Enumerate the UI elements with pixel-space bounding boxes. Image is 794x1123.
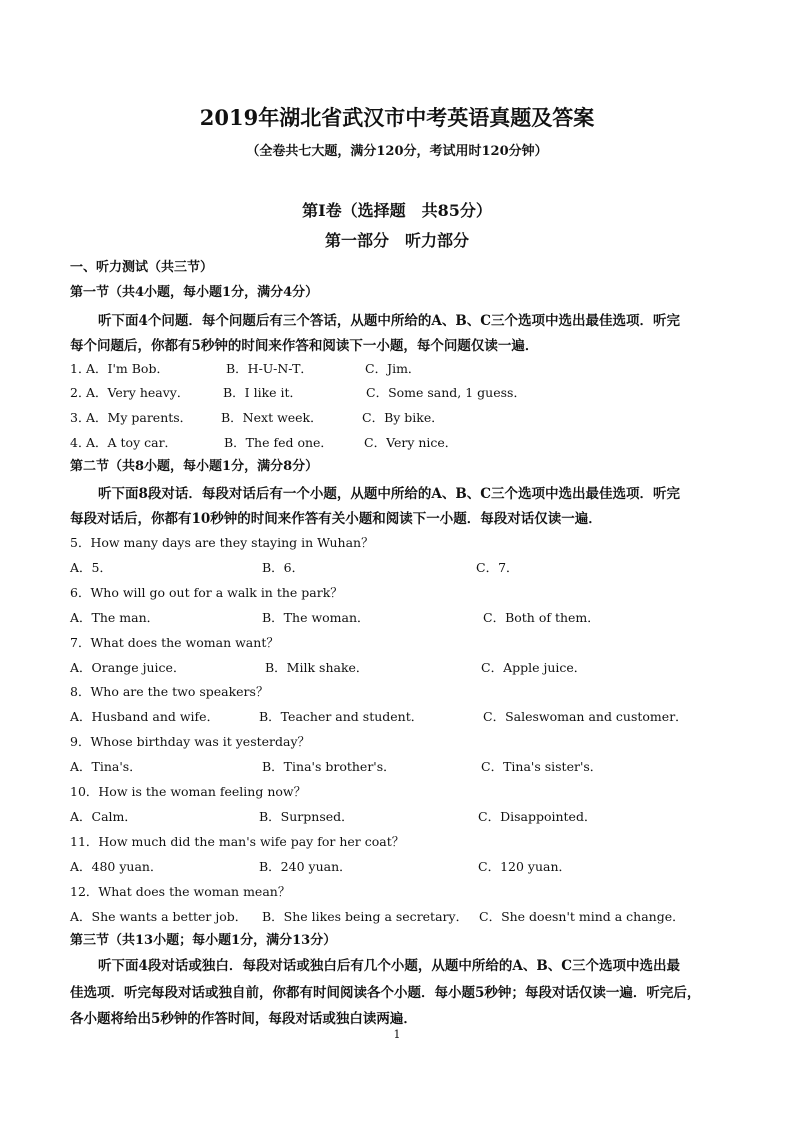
instructions-line: 每个问题后，你都有5秒钟的时间来作答和阅读下一小题，每个问题仅读一遍． bbox=[70, 338, 539, 354]
question-text: 8．Who are the two speakers？ bbox=[70, 684, 269, 700]
option-c: C．Both of them． bbox=[483, 609, 600, 625]
instructions-line: 听下面8段对话．每段对话后有一个小题，从题中所给的A、B、C三个选项中选出最佳选项．听完 bbox=[98, 486, 681, 502]
option-a: A．Orange juice． bbox=[70, 659, 186, 675]
part-heading: 第一部分 听力部分 bbox=[324, 231, 469, 250]
option-a: A．480 yuan． bbox=[70, 858, 163, 874]
option-b: B．The fed one． bbox=[224, 435, 333, 450]
subsection-heading: 第三节（共13小题；每小题1分，满分13分） bbox=[70, 933, 337, 948]
option-b: B．6． bbox=[262, 559, 305, 575]
option-c: C．120 yuan． bbox=[478, 858, 572, 874]
question-number: 1． bbox=[70, 361, 91, 376]
question-text: 11．How much did the man's wife pay for her coat？ bbox=[70, 833, 405, 849]
option-a: A．Calm． bbox=[70, 808, 137, 824]
question-number: 2． bbox=[70, 385, 91, 400]
option-c: C．She doesn't mind a change． bbox=[479, 908, 685, 924]
option-b: B．Surpnsed． bbox=[259, 808, 354, 824]
document-title: 2019年湖北省武汉市中考英语真题及答案 bbox=[199, 105, 595, 130]
option-a: A．She wants a better job． bbox=[70, 908, 248, 924]
option-c: C．Very nice． bbox=[364, 435, 458, 450]
section-heading: 一、听力测试（共三节） bbox=[70, 260, 214, 275]
question-text: 5．How many days are they staying in Wuhan？ bbox=[70, 535, 374, 550]
question-text: 10．How is the woman feeling now？ bbox=[70, 784, 307, 799]
option-c: C．Some sand, 1 guess． bbox=[366, 385, 526, 400]
option-a: A．Husband and wife． bbox=[70, 709, 220, 725]
option-b: B．I like it． bbox=[223, 385, 303, 400]
question-text: 9．Whose birthday was it yesterday？ bbox=[70, 734, 311, 750]
subsection-heading: 第二节（共8小题，每小题1分，满分8分） bbox=[70, 459, 319, 474]
option-a: A．Tina's． bbox=[70, 759, 142, 775]
instructions-line: 听下面4个问题．每个问题后有三个答话，从题中所给的A、B、C三个选项中选出最佳选项．听完 bbox=[98, 313, 681, 329]
option-c: C．Tina's sister's． bbox=[481, 759, 603, 775]
option-b: B．Teacher and student． bbox=[259, 709, 424, 725]
instructions-line: 佳选项．听完每段对话或独自前，你都有时间阅读各个小题．每小题5秒钟；每段对话仅读一遍．听完后， bbox=[70, 985, 701, 1001]
option-a: A．5． bbox=[70, 559, 112, 575]
option-b: B．Milk shake． bbox=[265, 659, 369, 675]
question-number: 3． bbox=[70, 410, 91, 425]
option-c: C．Saleswoman and customer． bbox=[483, 709, 688, 725]
option-b: B．H-U-N-T． bbox=[226, 361, 313, 376]
page-number: 1 bbox=[393, 1028, 401, 1041]
option-c: C．7． bbox=[476, 559, 519, 575]
question-text: 12．What does the woman mean？ bbox=[70, 883, 291, 899]
option-a: A．I'm Bob． bbox=[86, 361, 169, 376]
option-b: B．Next week． bbox=[221, 410, 323, 425]
option-a: A．My parents． bbox=[86, 410, 193, 425]
instructions-line: 听下面4段对话或独白．每段对话或独白后有几个小题，从题中所给的A、B、C三个选项中选出最 bbox=[98, 958, 681, 974]
instructions-line: 各小题将给出5秒钟的作答时间，每段对话或独白读两遍． bbox=[70, 1011, 417, 1027]
option-b: B．The woman． bbox=[262, 609, 370, 625]
question-text: 7．What does the woman want？ bbox=[70, 634, 279, 650]
question-number: 4． bbox=[70, 435, 91, 450]
option-c: C．Apple juice． bbox=[481, 659, 587, 675]
option-a: A．The man． bbox=[70, 609, 160, 625]
option-b: B．240 yuan． bbox=[259, 858, 352, 874]
option-a: A．Very heavy． bbox=[86, 385, 190, 400]
option-c: C．By bike． bbox=[362, 410, 444, 425]
option-b: B．Tina's brother's． bbox=[262, 759, 396, 775]
option-a: A．A toy car． bbox=[86, 435, 178, 450]
option-c: C．Jim． bbox=[365, 361, 421, 376]
instructions-line: 每段对话后，你都有10秒钟的时间来作答有关小题和阅读下一小题．每段对话仅读一遍． bbox=[70, 511, 602, 527]
question-text: 6．Who will go out for a walk in the park？ bbox=[70, 584, 343, 600]
document-subtitle: （全卷共七大题，满分120分，考试用时120分钟） bbox=[246, 144, 548, 159]
subsection-heading: 第一节（共4小题，每小题1分，满分4分） bbox=[70, 285, 319, 300]
volume-heading: 第I卷（选择题 共85分） bbox=[302, 201, 492, 220]
option-b: B．She likes being a secretary． bbox=[262, 908, 469, 924]
option-c: C．Disappointed． bbox=[478, 808, 597, 824]
